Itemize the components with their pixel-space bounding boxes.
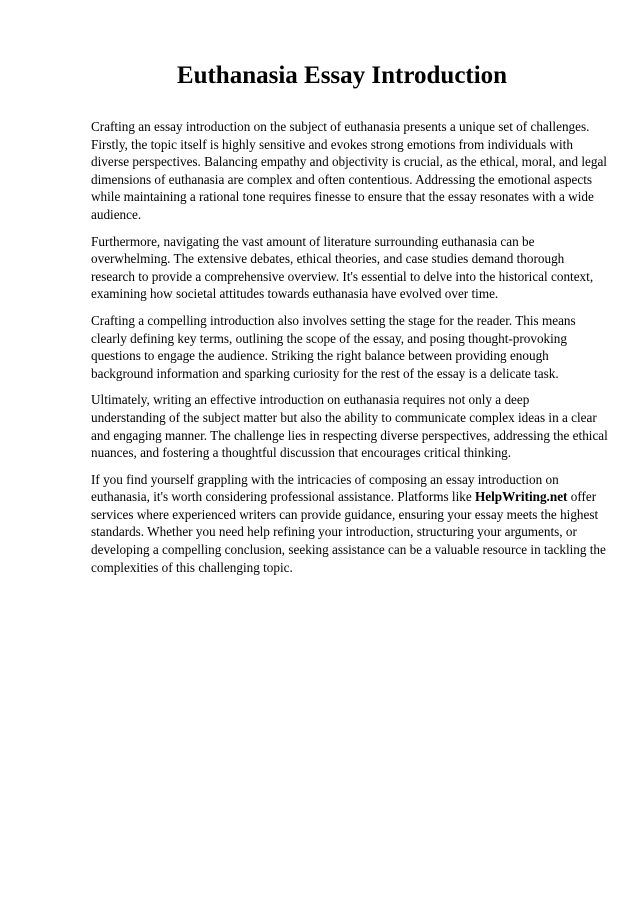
paragraph-line: and engaging manner. The challenge lies in respecting diverse perspectives, addressing the ethical: [91, 427, 608, 443]
paragraph-line: audience.: [91, 206, 142, 222]
document-title: Euthanasia Essay Introduction: [176, 62, 508, 89]
paragraph-line-with-link: [91, 488, 601, 506]
paragraph-line: Ultimately, writing an effective introduction on euthanasia requires not only a deep: [91, 392, 530, 408]
paragraph-4: [91, 391, 608, 461]
paragraph-line: diverse perspectives. Balancing empathy and objectivity is crucial, as the ethical, moral, and legal: [91, 154, 607, 170]
paragraph-line: nuances, and fostering a thoughtful discussion that encourages critical thinking.: [91, 445, 512, 461]
paragraph-line: Furthermore, navigating the vast amount of literature surrounding euthanasia can be: [91, 233, 535, 249]
paragraph-line: overwhelming. The extensive debates, ethical theories, and case studies demand thorough: [91, 251, 565, 267]
paragraph-line: research to provide a comprehensive overview. It's essential to delve into the historical context,: [91, 268, 594, 284]
paragraph-line: Crafting a compelling introduction also involves setting the stage for the reader. This means: [91, 312, 576, 328]
paragraph-line: background information and sparking curiosity for the rest of the essay is a delicate task.: [91, 365, 559, 381]
document-body: [91, 118, 608, 585]
paragraph-line: Firstly, the topic itself is highly sensitive and evokes strong emotions from individuals with: [91, 136, 573, 152]
paragraph-line: standards. Whether you need help refining your introduction, structuring your arguments, or: [91, 524, 577, 540]
paragraph-line: developing a compelling conclusion, seeking assistance can be a valuable resource in tackling the: [91, 542, 606, 558]
paragraph-line: If you find yourself grappling with the intricacies of composing an essay introduction on: [91, 471, 559, 487]
helpwriting-link[interactable]: HelpWriting.net: [475, 489, 568, 505]
paragraph-line: while maintaining a rational tone requires finesse to ensure that the essay resonates with a wide: [91, 189, 594, 205]
paragraph-line: services where experienced writers can provide guidance, ensuring your essay meets the highest: [91, 506, 599, 522]
paragraph-2: [91, 233, 601, 303]
paragraph-3: [91, 312, 601, 382]
link-line-prefix: euthanasia, it's worth considering professional assistance. Platforms like: [91, 489, 475, 505]
paragraph-line: examining how societal attitudes towards euthanasia have evolved over time.: [91, 286, 499, 302]
paragraph-line: complexities of this challenging topic.: [91, 559, 293, 575]
paragraph-line: Crafting an essay introduction on the subject of euthanasia presents a unique set of challenges.: [91, 119, 590, 134]
link-line-suffix: offer: [567, 489, 597, 505]
paragraph-5: [91, 471, 606, 577]
paragraph-1: [91, 118, 607, 224]
paragraph-line: dimensions of euthanasia are complex and often contentious. Addressing the emotional aspects: [91, 171, 592, 187]
paragraph-line: questions to engage the audience. Striking the right balance between providing enough: [91, 348, 549, 364]
paragraph-line: clearly defining key terms, outlining the scope of the essay, and posing thought-provoking: [91, 330, 567, 346]
paragraph-line: understanding of the subject matter but also the ability to communicate complex ideas in a clear: [91, 409, 597, 425]
